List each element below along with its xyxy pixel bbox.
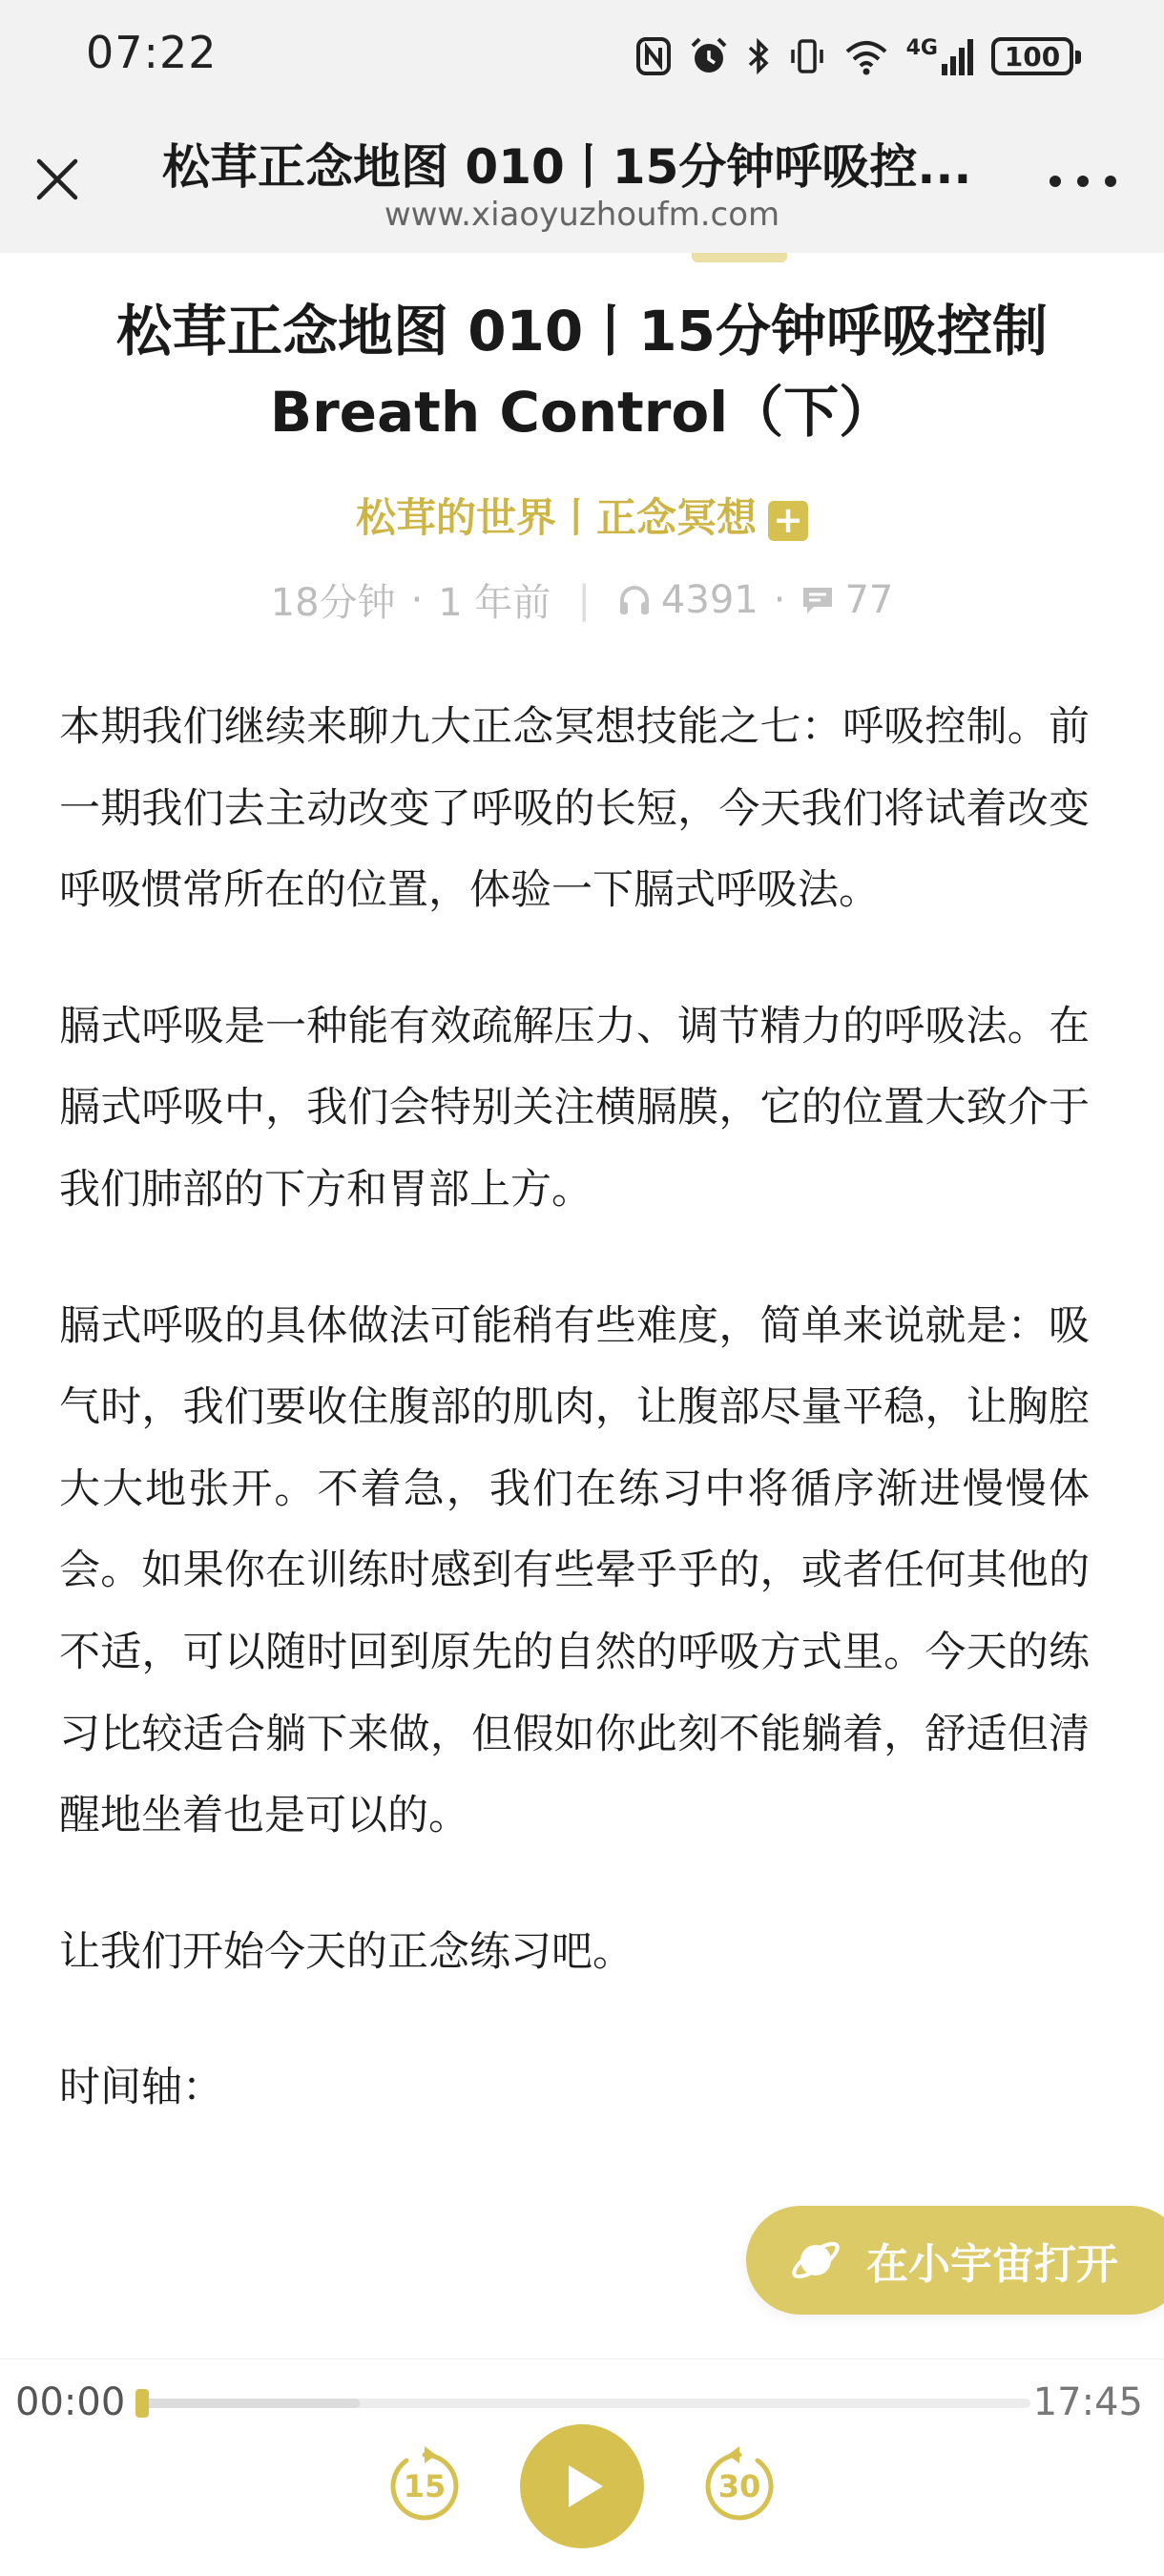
signal-icon: [906, 36, 974, 76]
play-count: 4391: [660, 577, 759, 622]
browser-header: [0, 0, 1164, 253]
total-time: 17:45: [1032, 2380, 1143, 2424]
timeline-heading: 时间轴：: [59, 2064, 223, 2112]
meta-divider: |: [577, 577, 591, 622]
episode-duration: 18分钟: [270, 581, 396, 625]
play-icon: [553, 2458, 611, 2515]
progress-thumb[interactable]: [135, 2389, 149, 2418]
status-icons: [635, 29, 1073, 84]
episode-title-line1: 松茸正念地图 010丨15分钟呼吸控制: [116, 299, 1048, 364]
comment-icon: [800, 584, 835, 616]
page-url: www.xiaoyuzhoufm.com: [384, 196, 780, 234]
open-in-app-button[interactable]: [746, 2206, 1164, 2315]
audio-player: [0, 2358, 1164, 2576]
podcast-link[interactable]: [0, 487, 1164, 544]
rewind-15-button[interactable]: [382, 2443, 468, 2529]
page-title: 松茸正念地图 010丨15分钟呼吸控...: [162, 139, 972, 195]
episode-title: [57, 291, 1107, 453]
comment-count: 77: [844, 577, 894, 622]
battery-level: 100: [991, 37, 1073, 75]
battery-icon: [991, 36, 1073, 76]
description-paragraph: 膈式呼吸是一种能有效疏解压力、调节精力的呼吸法。在膈式呼吸中，我们会特别关注横膈膜，它的位置大致介于我们肺部的下方和胃部上方。: [59, 1002, 1090, 1214]
forward-30-button[interactable]: [696, 2443, 782, 2529]
current-time: 00:00: [15, 2380, 126, 2424]
description-paragraph: 膈式呼吸的具体做法可能稍有些难度，简单来说就是：吸气时，我们要收住腹部的肌肉，让腹部尽量平稳，让胸腔大大地张开。不着急，我们在练习中将循序渐进慢慢体会。如果你在训练时感到有些晕乎乎的，或者任何其他的不适，可以随时回到原先的自然的呼吸方式里。今天的练习比较适合躺下来做，但假如你此刻不能躺着，舒适但清醒地坐着也是可以的。: [59, 1301, 1090, 1840]
episode-meta: 18分钟 · 1 年前 | 4391 · 77: [0, 572, 1164, 627]
subscribe-plus-icon[interactable]: +: [768, 501, 808, 541]
forward-label: 30: [717, 2468, 761, 2504]
more-icon: [1050, 176, 1061, 187]
episode-published: 1 年前: [438, 581, 551, 625]
alarm-icon: [689, 36, 729, 76]
wifi-icon: [843, 36, 889, 76]
episode-title-line2: Breath Control（下）: [269, 380, 895, 445]
podcast-name[interactable]: 松茸的世界丨正念冥想: [355, 494, 757, 541]
bluetooth-icon: [746, 36, 771, 76]
progress-track[interactable]: [135, 2399, 1030, 2408]
description-paragraph: 让我们开始今天的正念练习吧。: [59, 1927, 634, 1976]
more-button[interactable]: [1050, 157, 1116, 205]
episode-description: [59, 687, 1090, 2129]
play-button[interactable]: [520, 2424, 644, 2548]
vibrate-icon: [788, 36, 826, 76]
status-time: 07:22: [86, 27, 218, 78]
planet-icon: [786, 2231, 845, 2290]
open-in-app-label[interactable]: 在小宇宙打开: [866, 2240, 1118, 2289]
buffer-bar: [135, 2399, 360, 2408]
cover-image-edge: [692, 253, 787, 262]
network-type: 4G: [905, 36, 938, 60]
rewind-label: 15: [403, 2468, 447, 2504]
headphones-icon: [617, 583, 652, 617]
description-paragraph: 本期我们继续来聊九大正念冥想技能之七：呼吸控制。前一期我们去主动改变了呼吸的长短，今天我们将试着改变呼吸惯常所在的位置，体验一下膈式呼吸法。: [59, 703, 1090, 915]
nfc-icon: [635, 36, 672, 76]
